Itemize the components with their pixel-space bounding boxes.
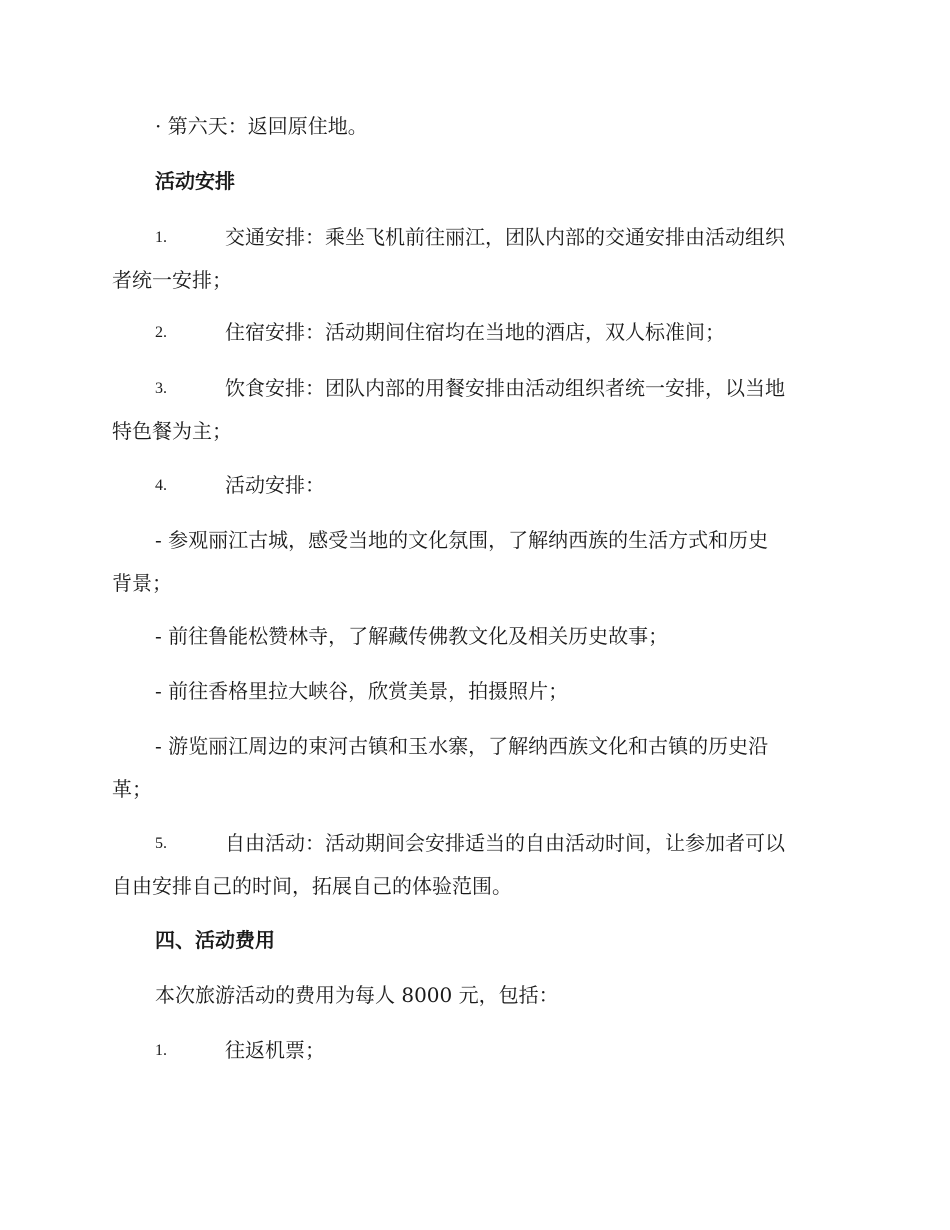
day6-line: · 第六天：返回原住地。: [155, 114, 368, 138]
item-number: 1.: [155, 1042, 167, 1059]
sub-item-text: - 前往香格里拉大峡谷，欣赏美景，拍摄照片；: [155, 679, 569, 703]
sub-item-text-continued: 背景；: [112, 571, 172, 595]
item-text: 自由活动：活动期间会安排适当的自由活动时间，让参加者可以: [225, 831, 785, 855]
sub-item-text: - 前往鲁能松赞林寺，了解藏传佛教文化及相关历史故事；: [155, 624, 669, 648]
sub-item-text: - 游览丽江周边的束河古镇和玉水寨，了解纳西族文化和古镇的历史沿: [155, 734, 769, 758]
item-number: 3.: [155, 380, 167, 397]
cost-intro: 本次旅游活动的费用为每人 8000 元，包括：: [155, 983, 559, 1007]
item-text-continued: 自由安排自己的时间，拓展自己的体验范围。: [112, 874, 512, 898]
item-text: 交通安排：乘坐飞机前往丽江，团队内部的交通安排由活动组织: [225, 225, 785, 249]
section-heading-activity: 活动安排: [155, 169, 235, 193]
sub-item-text-continued: 革；: [112, 777, 152, 801]
item-number: 5.: [155, 835, 167, 852]
item-text: 往返机票；: [225, 1038, 325, 1062]
item-text-continued: 特色餐为主；: [112, 419, 232, 443]
item-text: 活动安排：: [225, 473, 325, 497]
item-text: 饮食安排：团队内部的用餐安排由活动组织者统一安排，以当地: [225, 376, 785, 400]
item-text: 住宿安排：活动期间住宿均在当地的酒店，双人标准间；: [225, 320, 725, 344]
item-number: 2.: [155, 324, 167, 341]
item-text-continued: 者统一安排；: [112, 268, 232, 292]
section-heading-cost: 四、活动费用: [155, 928, 275, 952]
item-number: 1.: [155, 229, 167, 246]
sub-item-text: - 参观丽江古城，感受当地的文化氛围，了解纳西族的生活方式和历史: [155, 528, 769, 552]
item-number: 4.: [155, 477, 167, 494]
